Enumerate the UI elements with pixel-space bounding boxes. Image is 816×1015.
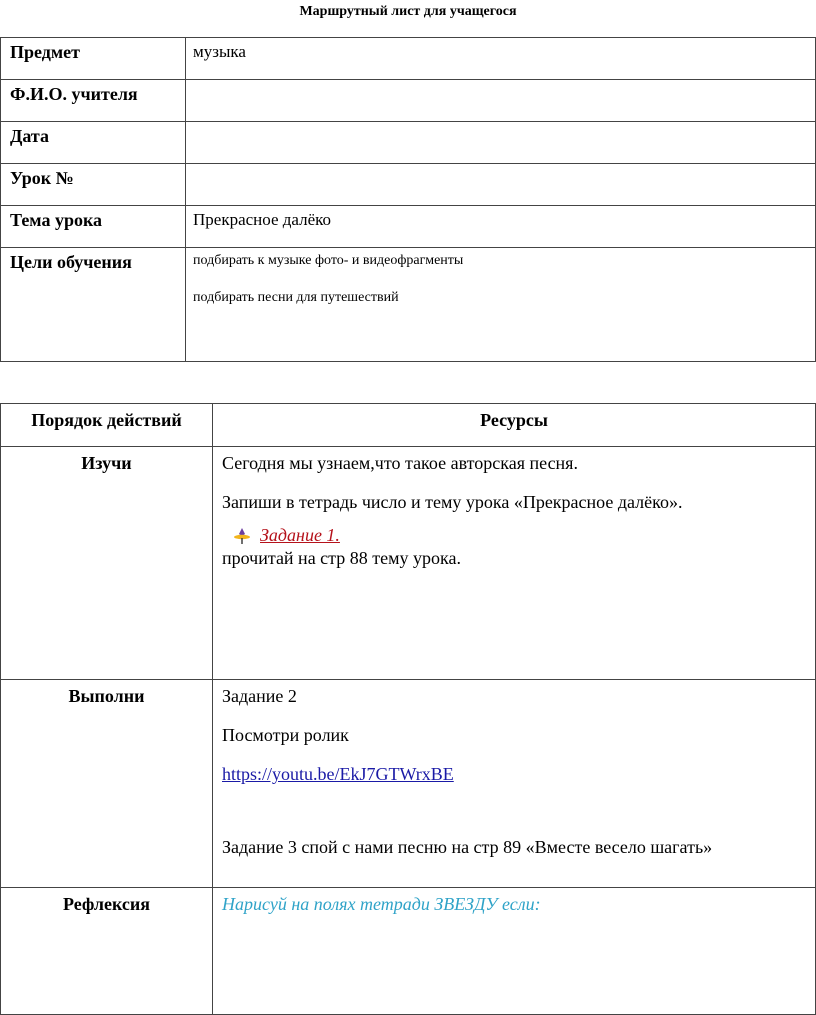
video-link[interactable]: https://youtu.be/EkJ7GTWrxBE — [222, 764, 454, 784]
lesson-no-value — [186, 164, 816, 206]
plan-row-do — [1, 680, 816, 888]
info-table — [0, 37, 816, 362]
study-line: Сегодня мы узнаем,что такое авторская песня. — [222, 453, 578, 473]
step-reflection: Рефлексия — [1, 888, 213, 1015]
teacher-value — [186, 80, 816, 122]
task-3-text: Задание 3 спой с нами песню на стр 89 «Вместе весело шагать» — [222, 837, 713, 857]
resources-study — [213, 447, 816, 680]
topic-value: Прекрасное далёко — [186, 206, 816, 248]
plan-row-study — [1, 447, 816, 680]
task-1-link[interactable]: Задание 1. — [260, 525, 340, 545]
info-row-topic — [1, 206, 816, 248]
resources-do — [213, 680, 816, 888]
goals-value — [186, 248, 816, 362]
info-row-lesson-no — [1, 164, 816, 206]
subject-label: Предмет — [1, 38, 186, 80]
task-1 — [232, 525, 807, 546]
do-line: Посмотри ролик — [222, 725, 349, 745]
plan-table — [0, 403, 816, 1015]
subject-value: музыка — [186, 38, 816, 80]
info-row-subject — [1, 38, 816, 80]
info-row-date — [1, 122, 816, 164]
reflection-text: Нарисуй на полях тетради ЗВЕЗДУ если: — [222, 894, 541, 914]
task-1-text: прочитай на стр 88 тему урока. — [222, 548, 461, 568]
resources-header: Ресурсы — [213, 404, 816, 447]
date-label: Дата — [1, 122, 186, 164]
step-study: Изучи — [1, 447, 213, 680]
study-line: Запиши в тетрадь число и тему урока «Прекрасное далёко». — [222, 492, 683, 512]
info-row-goals — [1, 248, 816, 362]
goal-item: подбирать к музыке фото- и видеофрагменты — [193, 253, 464, 268]
goal-item: подбирать песни для путешествий — [193, 290, 399, 305]
goals-label: Цели обучения — [1, 248, 186, 362]
teacher-label: Ф.И.О. учителя — [1, 80, 186, 122]
step-do: Выполни — [1, 680, 213, 888]
topic-label: Тема урока — [1, 206, 186, 248]
steps-header: Порядок действий — [1, 404, 213, 447]
plan-row-reflection — [1, 888, 816, 1015]
lesson-no-label: Урок № — [1, 164, 186, 206]
document-title: Маршрутный лист для учащегося — [299, 4, 517, 19]
pushpin-icon — [232, 527, 252, 545]
info-row-teacher — [1, 80, 816, 122]
date-value — [186, 122, 816, 164]
do-line: Задание 2 — [222, 686, 297, 706]
resources-reflection — [213, 888, 816, 1015]
plan-header-row — [1, 404, 816, 447]
